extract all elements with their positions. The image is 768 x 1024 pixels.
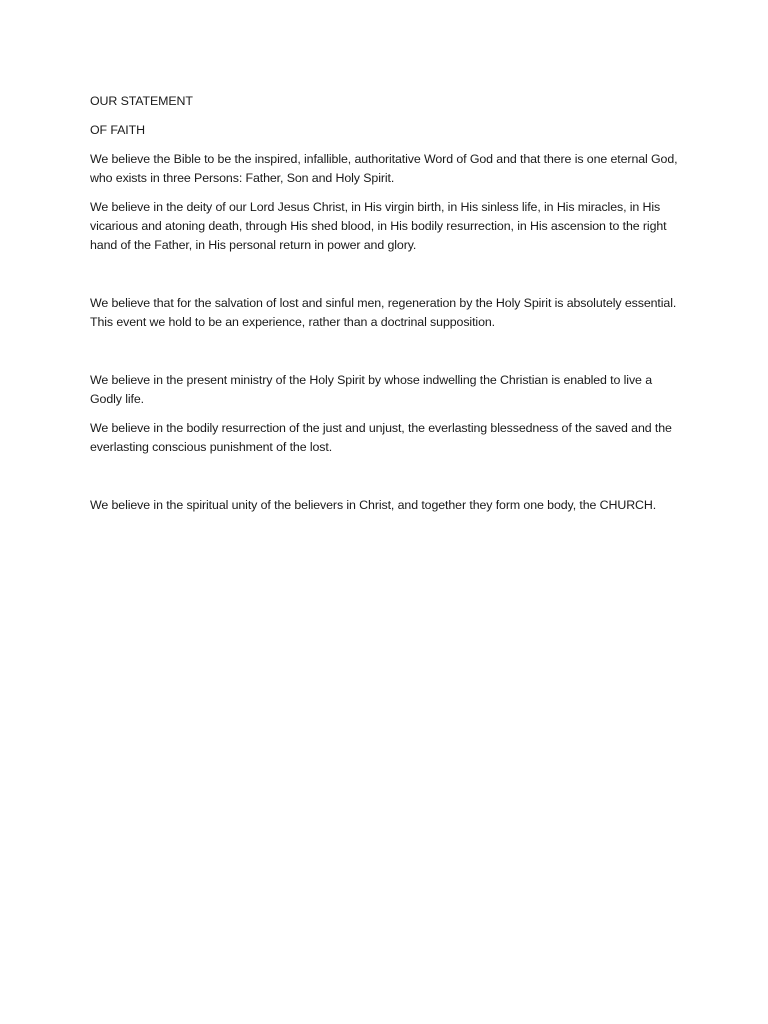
heading-line-1: OUR STATEMENT xyxy=(90,94,193,108)
document-body xyxy=(90,92,680,525)
paragraph-deity-of-christ: We believe in the deity of our Lord Jesus Christ, in His virgin birth, in His sinless life, in His miracles, in His vicarious and atoning death, through His shed blood, in His bodily resurrection, in His ascension to the right hand of the Father, in His personal return in power and glory. xyxy=(90,200,667,252)
paragraph-spiritual-unity: We believe in the spiritual unity of the believers in Christ, and together they form one body, the CHURCH. xyxy=(90,498,657,512)
heading-line-2: OF FAITH xyxy=(90,123,145,137)
paragraph-resurrection: We believe in the bodily resurrection of the just and unjust, the everlasting blessedness of the saved and the everlasting conscious punishment of the lost. xyxy=(90,421,672,454)
paragraph-salvation: We believe that for the salvation of lost and sinful men, regeneration by the Holy Spirit is absolutely essential. This event we hold to be an experience, rather than a doctrinal supposition. xyxy=(90,296,677,329)
paragraph-holy-spirit-ministry: We believe in the present ministry of the Holy Spirit by whose indwelling the Christian is enabled to live a Godly life. xyxy=(90,373,652,406)
paragraph-bible: We believe the Bible to be the inspired, infallible, authoritative Word of God and that there is one eternal God, who exists in three Persons: Father, Son and Holy Spirit. xyxy=(90,152,678,185)
